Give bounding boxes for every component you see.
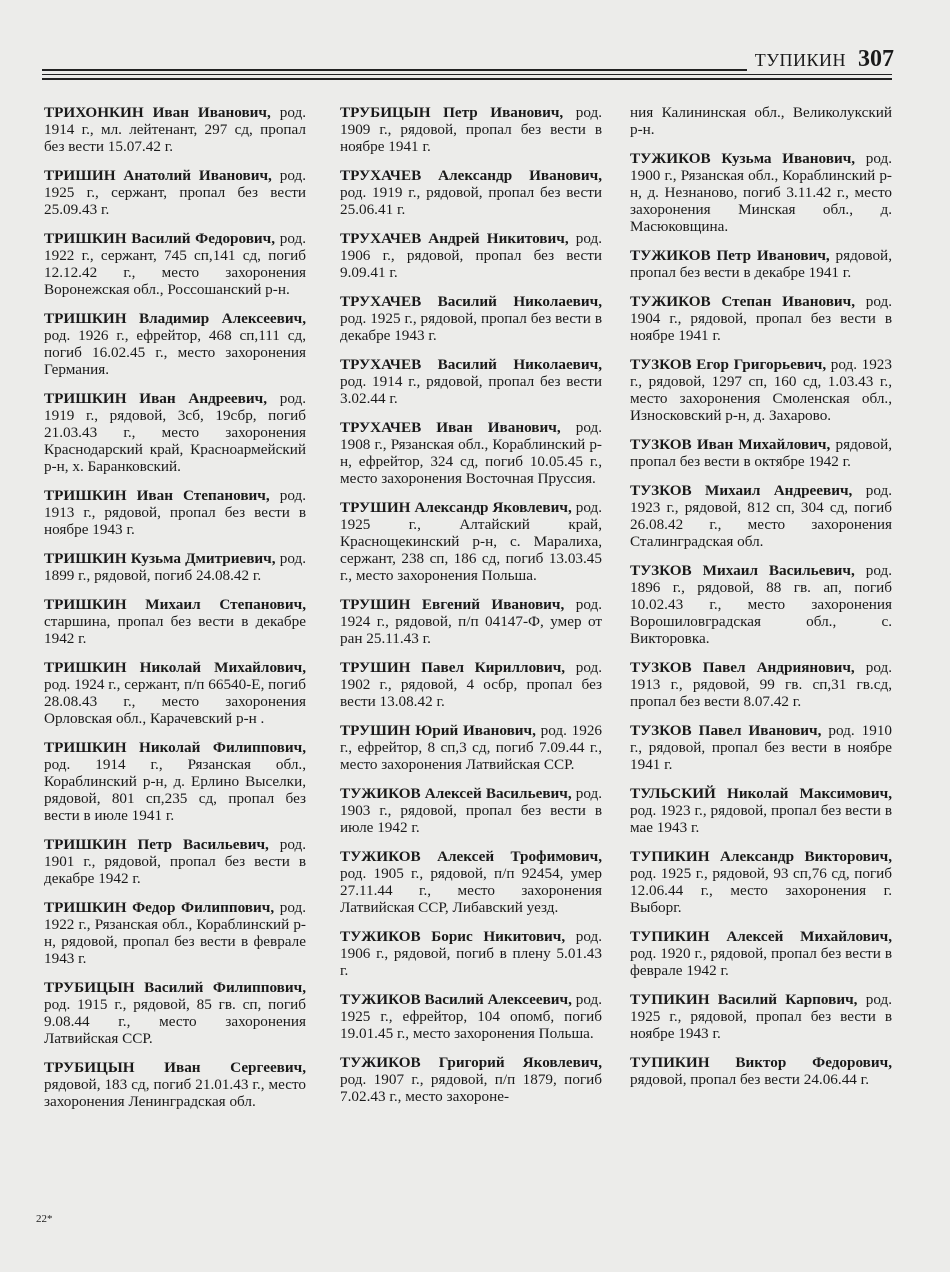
entry-name: ТРИШКИН Михаил Степанович, <box>44 596 306 613</box>
entry-name: ТУЖИКОВ Петр Иванович, <box>630 247 830 264</box>
list-entry <box>44 167 306 218</box>
entry-name: ТУПИКИН Алексей Михайлович, <box>630 928 892 945</box>
entry-text: род. 1922 г., сержант, 745 сп,141 сд, погиб 12.12.42 г., место захоронения Воронежская обл., Россошанский р-н. <box>44 230 306 298</box>
entry-text: род. 1926 г., ефрейтор, 8 сп,3 сд, погиб 7.09.44 г., место захоронения Латвийская ССР. <box>340 722 603 773</box>
entry-name: ТУПИКИН Александр Викторович, <box>630 848 892 865</box>
list-entry <box>44 104 306 155</box>
entry-text: род. 1923 г., рядовой, 1297 сп, 160 сд, 1.03.43 г., место захоронения Смоленская обл., Износковский р-н, д. Захарово. <box>630 356 892 424</box>
entry-text: род. 1914 г., рядовой, пропал без вести 3.02.44 г. <box>340 373 602 407</box>
entry-name: ТУЖИКОВ Григорий Яковлевич, <box>340 1054 602 1071</box>
entry-text: род. 1926 г., ефрейтор, 468 сп,111 сд, погиб 16.02.45 г., место захоронения Германия. <box>44 327 306 378</box>
entry-text: род. 1903 г., рядовой, пропал без вести в июле 1942 г. <box>340 785 602 836</box>
entry-name: ТУЗКОВ Павел Андриянович, <box>630 659 855 676</box>
entry-name: ТРУБИЦЫН Петр Иванович, <box>340 104 564 121</box>
entry-name: ТУЗКОВ Михаил Васильевич, <box>630 562 855 579</box>
list-entry <box>630 482 892 550</box>
list-entry <box>340 356 602 407</box>
list-entry <box>630 436 892 470</box>
list-entry <box>340 419 602 487</box>
list-entry <box>44 659 306 727</box>
entry-text: род. 1902 г., рядовой, 4 осбр, пропал без вести 13.08.42 г. <box>340 659 602 710</box>
list-entry <box>630 150 892 235</box>
entry-text: род. 1919 г., рядовой, пропал без вести 25.06.41 г. <box>340 184 602 218</box>
entry-text: род. 1925 г., рядовой, пропал без вести в декабре 1943 г. <box>340 310 602 344</box>
list-entry <box>630 928 892 979</box>
entry-text: род. 1925 г., ефрейтор, 104 опомб, погиб 19.01.45 г., место захоронения Польша. <box>340 991 603 1042</box>
list-entry <box>340 848 602 916</box>
entry-text: рядовой, 183 сд, погиб 21.01.43 г., место захоронения Ленинградская обл. <box>44 1076 306 1110</box>
page-header <box>747 46 894 73</box>
list-entry <box>44 899 306 967</box>
entry-text: род. 1923 г., рядовой, пропал без вести в мае 1943 г. <box>630 802 892 836</box>
entry-text: ния Калининская обл., Великолукский р-н. <box>630 104 892 138</box>
list-entry <box>630 293 892 344</box>
entry-text: род. 1925 г., сержант, пропал без вести 25.09.43 г. <box>44 167 306 218</box>
list-entry <box>630 562 892 647</box>
entry-text: род. 1899 г., рядовой, погиб 24.08.42 г. <box>44 550 307 584</box>
list-entry <box>44 550 306 584</box>
entry-text: род. 1905 г., рядовой, п/п 92454, умер 27.11.44 г., место захоронения Латвийская ССР, Либавский уезд. <box>340 865 602 916</box>
entry-name: ТУЖИКОВ Алексей Трофимович, <box>340 848 602 865</box>
entry-text: род. 1923 г., рядовой, 812 сп, 304 сд, погиб 26.08.42 г., место захоронения Сталинградская обл. <box>630 482 892 550</box>
entry-name: ТУЖИКОВ Борис Никитович, <box>340 928 566 945</box>
entry-name: ТРИШИН Анатолий Иванович, <box>44 167 272 184</box>
list-entry <box>44 487 306 538</box>
entry-text: старшина, пропал без вести в декабре 1942 г. <box>44 613 306 647</box>
entry-name: ТУЗКОВ Михаил Андреевич, <box>630 482 853 499</box>
entry-name: ТРУБИЦЫН Иван Сергеевич, <box>44 1059 306 1076</box>
entry-name: ТУЗКОВ Иван Михайлович, <box>630 436 831 453</box>
list-entry <box>44 1059 306 1110</box>
list-entry <box>340 596 602 647</box>
entry-name: ТУЗКОВ Егор Григорьевич, <box>630 356 827 373</box>
running-head: ТУПИКИН <box>754 50 846 70</box>
entry-name: ТРУШИН Павел Кириллович, <box>340 659 566 676</box>
list-entry <box>44 390 306 475</box>
entry-text: род. 1915 г., рядовой, 85 гв. сп, погиб 9.08.44 г., место захоронения Латвийская ССР. <box>44 996 306 1047</box>
printer-signature: 22* <box>36 1213 53 1225</box>
entry-text: род. 1913 г., рядовой, пропал без вести в ноябре 1943 г. <box>44 487 306 538</box>
entry-name: ТРУХАЧЕВ Василий Николаевич, <box>340 356 602 373</box>
entry-name: ТРУХАЧЕВ Василий Николаевич, <box>340 293 602 310</box>
entry-name: ТРИШКИН Кузьма Дмитриевич, <box>44 550 276 567</box>
list-entry <box>340 785 602 836</box>
list-entry <box>630 659 892 710</box>
list-entry-continuation <box>630 104 892 138</box>
entry-name: ТРИШКИН Петр Васильевич, <box>44 836 269 853</box>
entry-text: род. 1906 г., рядовой, пропал без вести 9.09.41 г. <box>340 230 603 281</box>
list-entry <box>630 722 892 773</box>
list-entry <box>340 167 602 218</box>
entry-text: род. 1914 г., Рязанская обл., Кораблинский р-н, д. Ерлино Выселки, рядовой, 801 сп,235 сд, пропал без вести в июле 1941 г. <box>44 756 306 824</box>
entry-name: ТРИШКИН Федор Филиппович, <box>44 899 275 916</box>
entry-name: ТРУБИЦЫН Василий Филиппович, <box>44 979 306 996</box>
entry-name: ТРИШКИН Николай Михайлович, <box>44 659 306 676</box>
entry-name: ТРИХОНКИН Иван Иванович, <box>44 104 271 121</box>
entry-text: рядовой, пропал без вести в октябре 1942 г. <box>630 436 893 470</box>
entry-text: род. 1906 г., рядовой, погиб в плену 5.01.43 г. <box>340 928 602 979</box>
page-number: 307 <box>858 46 894 72</box>
entry-text: род. 1900 г., Рязанская обл., Кораблинский р-н, д. Незнаново, погиб 3.11.42 г., место захоронения Минская обл., д. Масюковщина. <box>630 150 892 235</box>
entry-name: ТРУХАЧЕВ Александр Иванович, <box>340 167 602 184</box>
entry-text: род. 1909 г., рядовой, пропал без вести в ноябре 1941 г. <box>340 104 603 155</box>
entry-name: ТУЛЬСКИЙ Николай Максимович, <box>630 785 892 802</box>
entry-name: ТРИШКИН Иван Андреевич, <box>44 390 267 407</box>
column-3 <box>630 104 892 1100</box>
list-entry <box>44 596 306 647</box>
list-entry <box>340 499 602 584</box>
list-entry <box>340 991 602 1042</box>
list-entry <box>340 293 602 344</box>
entry-name: ТУПИКИН Василий Карпович, <box>630 991 858 1008</box>
list-entry <box>630 247 892 281</box>
entry-text: род. 1925 г., рядовой, пропал без вести в ноябре 1943 г. <box>630 991 892 1042</box>
entry-text: род. 1896 г., рядовой, 88 гв. ап, погиб 10.02.43 г., место захоронения Ворошиловградская обл., с. Викторовка. <box>630 562 893 647</box>
entry-name: ТУЖИКОВ Кузьма Иванович, <box>630 150 856 167</box>
list-entry <box>630 356 892 424</box>
list-entry <box>44 739 306 824</box>
entry-text: род. 1904 г., рядовой, пропал без вести в ноябре 1941 г. <box>630 293 893 344</box>
entry-name: ТРИШКИН Иван Степанович, <box>44 487 270 504</box>
list-entry <box>630 1054 892 1088</box>
entry-name: ТРУХАЧЕВ Иван Иванович, <box>340 419 561 436</box>
entry-text: род. 1913 г., рядовой, 99 гв. сп,31 гв.сд, пропал без вести 8.07.42 г. <box>630 659 892 710</box>
entry-text: род. 1920 г., рядовой, пропал без вести в феврале 1942 г. <box>630 945 892 979</box>
entry-name: ТРИШКИН Николай Филиппович, <box>44 739 306 756</box>
entry-text: род. 1914 г., мл. лейтенант, 297 сд, пропал без вести 15.07.42 г. <box>44 104 307 155</box>
entry-name: ТУЗКОВ Павел Иванович, <box>630 722 822 739</box>
list-entry <box>44 836 306 887</box>
list-entry <box>44 310 306 378</box>
list-entry <box>340 230 602 281</box>
entry-text: род. 1924 г., рядовой, п/п 04147-Ф, умер от ран 25.11.43 г. <box>340 596 603 647</box>
entry-name: ТУЖИКОВ Алексей Васильевич, <box>340 785 572 802</box>
entry-text: род. 1925 г., рядовой, 93 сп,76 сд, погиб 12.06.44 г., место захоронения г. Выборг. <box>630 865 892 916</box>
list-entry <box>44 979 306 1047</box>
entry-text: род. 1924 г., сержант, п/п 66540-Е, погиб 28.08.43 г., место захоронения Орловская обл., Карачевский р-н . <box>44 676 306 727</box>
column-2 <box>340 104 602 1117</box>
entry-name: ТРИШКИН Василий Федорович, <box>44 230 276 247</box>
entry-text: род. 1901 г., рядовой, пропал без вести в декабре 1942 г. <box>44 836 306 887</box>
list-entry <box>630 991 892 1042</box>
list-entry <box>340 104 602 155</box>
entry-name: ТРУХАЧЕВ Андрей Никитович, <box>340 230 569 247</box>
entry-text: род. 1922 г., Рязанская обл., Кораблинский р-н, рядовой, пропал без вести в феврале 1943 г. <box>44 899 306 967</box>
list-entry <box>44 230 306 298</box>
entry-text: рядовой, пропал без вести 24.06.44 г. <box>630 1071 869 1088</box>
column-1 <box>44 104 306 1122</box>
entry-name: ТРУШИН Евгений Иванович, <box>340 596 565 613</box>
list-entry <box>630 785 892 836</box>
entry-text: род. 1908 г., Рязанская обл., Кораблинский р-н, ефрейтор, 324 сд, погиб 10.05.45 г., место захоронения Восточная Пруссия. <box>340 419 602 487</box>
entry-name: ТРУШИН Юрий Иванович, <box>340 722 536 739</box>
entry-text: род. 1910 г., рядовой, пропал без вести в ноябре 1941 г. <box>630 722 893 773</box>
list-entry <box>340 722 602 773</box>
entry-name: ТУЖИКОВ Степан Иванович, <box>630 293 856 310</box>
list-entry <box>630 848 892 916</box>
entry-name: ТУЖИКОВ Василий Алексеевич, <box>340 991 572 1008</box>
entry-text: рядовой, пропал без вести в декабре 1941 г. <box>630 247 892 281</box>
entry-text: род. 1925 г., Алтайский край, Краснощекинский р-н, с. Маралиха, сержант, 238 сп, 186 сд, погиб 13.03.45 г., место захоронения Польша. <box>340 499 603 584</box>
list-entry <box>340 659 602 710</box>
list-entry <box>340 928 602 979</box>
entry-name: ТУПИКИН Виктор Федорович, <box>630 1054 892 1071</box>
entry-name: ТРУШИН Александр Яковлевич, <box>340 499 572 516</box>
entry-name: ТРИШКИН Владимир Алексеевич, <box>44 310 306 327</box>
entry-text: род. 1919 г., рядовой, 3сб, 19сбр, погиб 21.03.43 г., место захоронения Краснодарский край, Красноармейский р-н, х. Баранковский. <box>44 390 307 475</box>
list-entry <box>340 1054 602 1105</box>
entry-text: род. 1907 г., рядовой, п/п 1879, погиб 7.02.43 г., место захороне- <box>340 1071 602 1105</box>
